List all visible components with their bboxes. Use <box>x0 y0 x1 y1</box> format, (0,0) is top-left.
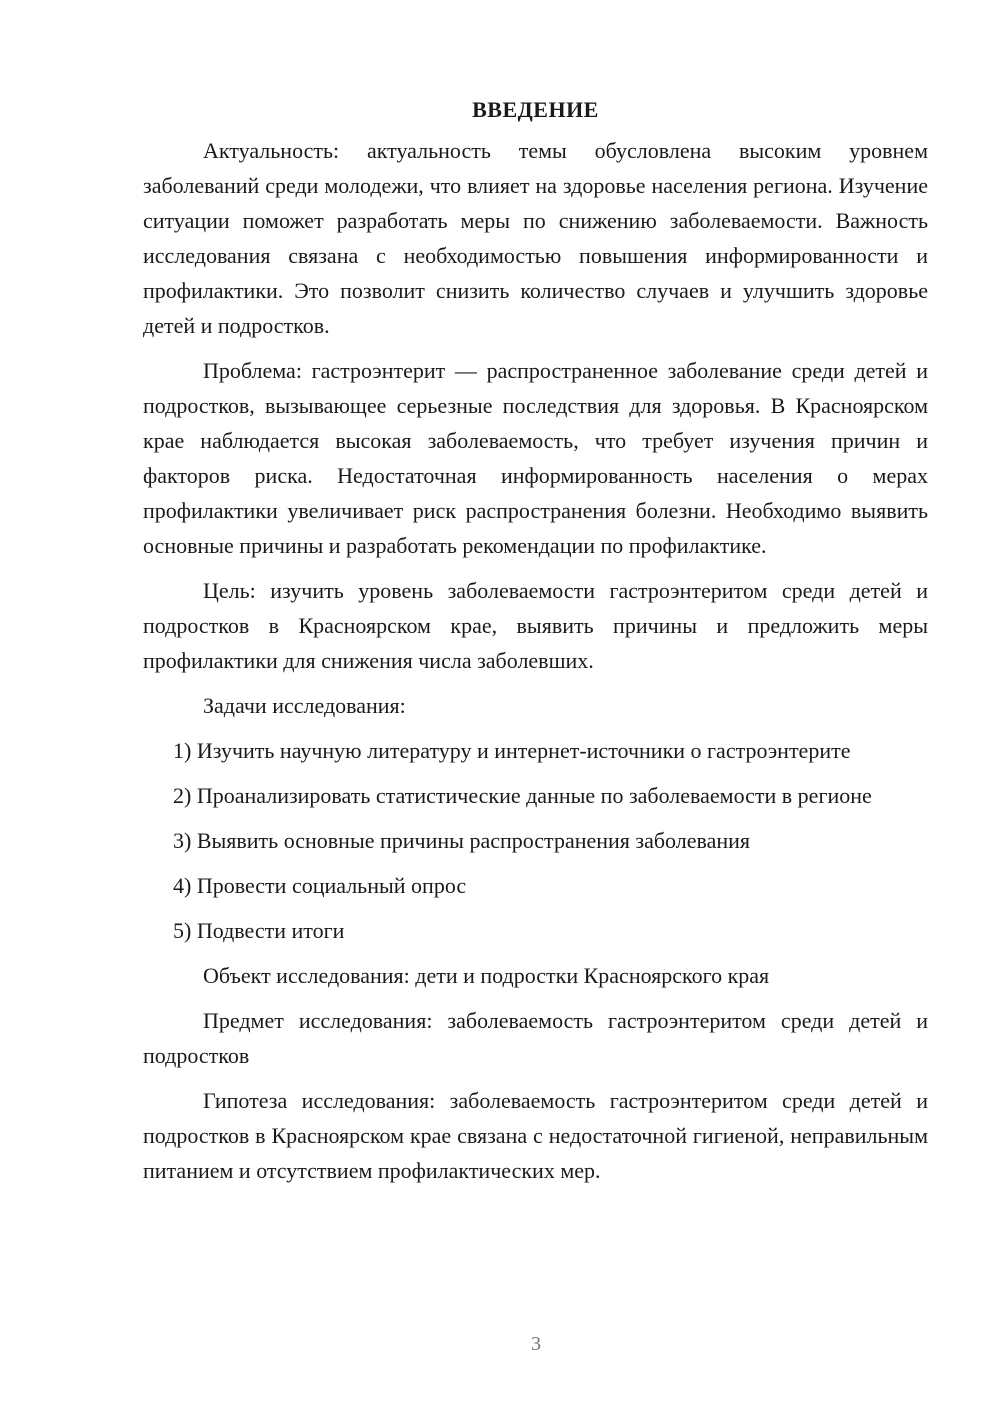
task-item-2: 2) Проанализировать статистические данные по заболеваемости в регионе <box>173 783 872 808</box>
goal-paragraph: Цель: изучить уровень заболеваемости гастроэнтеритом среди детей и подростков в Красноярском крае, выявить причины и предложить меры профилактики для снижения числа заболевших. <box>143 578 928 673</box>
document-page <box>143 92 928 1188</box>
task-item-4: 4) Провести социальный опрос <box>173 873 467 898</box>
hypothesis-paragraph: Гипотеза исследования: заболеваемость гастроэнтеритом среди детей и подростков в Красноярском крае связана с недостаточной гигиеной, неправильным питанием и отсутствием профилактических мер. <box>143 1088 928 1183</box>
object-paragraph: Объект исследования: дети и подростки Красноярского края <box>203 963 770 988</box>
page-number: 3 <box>531 1333 541 1355</box>
task-item-5: 5) Подвести итоги <box>173 918 345 943</box>
tasks-heading: Задачи исследования: <box>203 693 406 718</box>
task-item-1: 1) Изучить научную литературу и интернет-источники о гастроэнтерите <box>173 738 851 763</box>
problem-paragraph: Проблема: гастроэнтерит — распространенное заболевание среди детей и подростков, вызывающее серьезные последствия для здоровья. В Красноярском крае наблюдается высокая заболеваемость, что требует изучения причин и факторов риска. Недостаточная информированность населения о мерах профилактики увеличивает риск распространения болезни. Необходимо выявить основные причины и разработать рекомендации по профилактике. <box>143 358 928 558</box>
section-title: ВВЕДЕНИЕ <box>472 97 599 122</box>
relevance-paragraph: Актуальность: актуальность темы обусловлена высоким уровнем заболеваний среди молодежи, что влияет на здоровье населения региона. Изучение ситуации поможет разработать меры по снижению заболеваемости. Важность исследования связана с необходимостью повышения информированности и профилактики. Это позволит снизить количество случаев и улучшить здоровье детей и подростков. <box>143 138 928 338</box>
subject-paragraph: Предмет исследования: заболеваемость гастроэнтеритом среди детей и подростков <box>143 1008 928 1068</box>
task-item-3: 3) Выявить основные причины распространения заболевания <box>173 828 751 853</box>
